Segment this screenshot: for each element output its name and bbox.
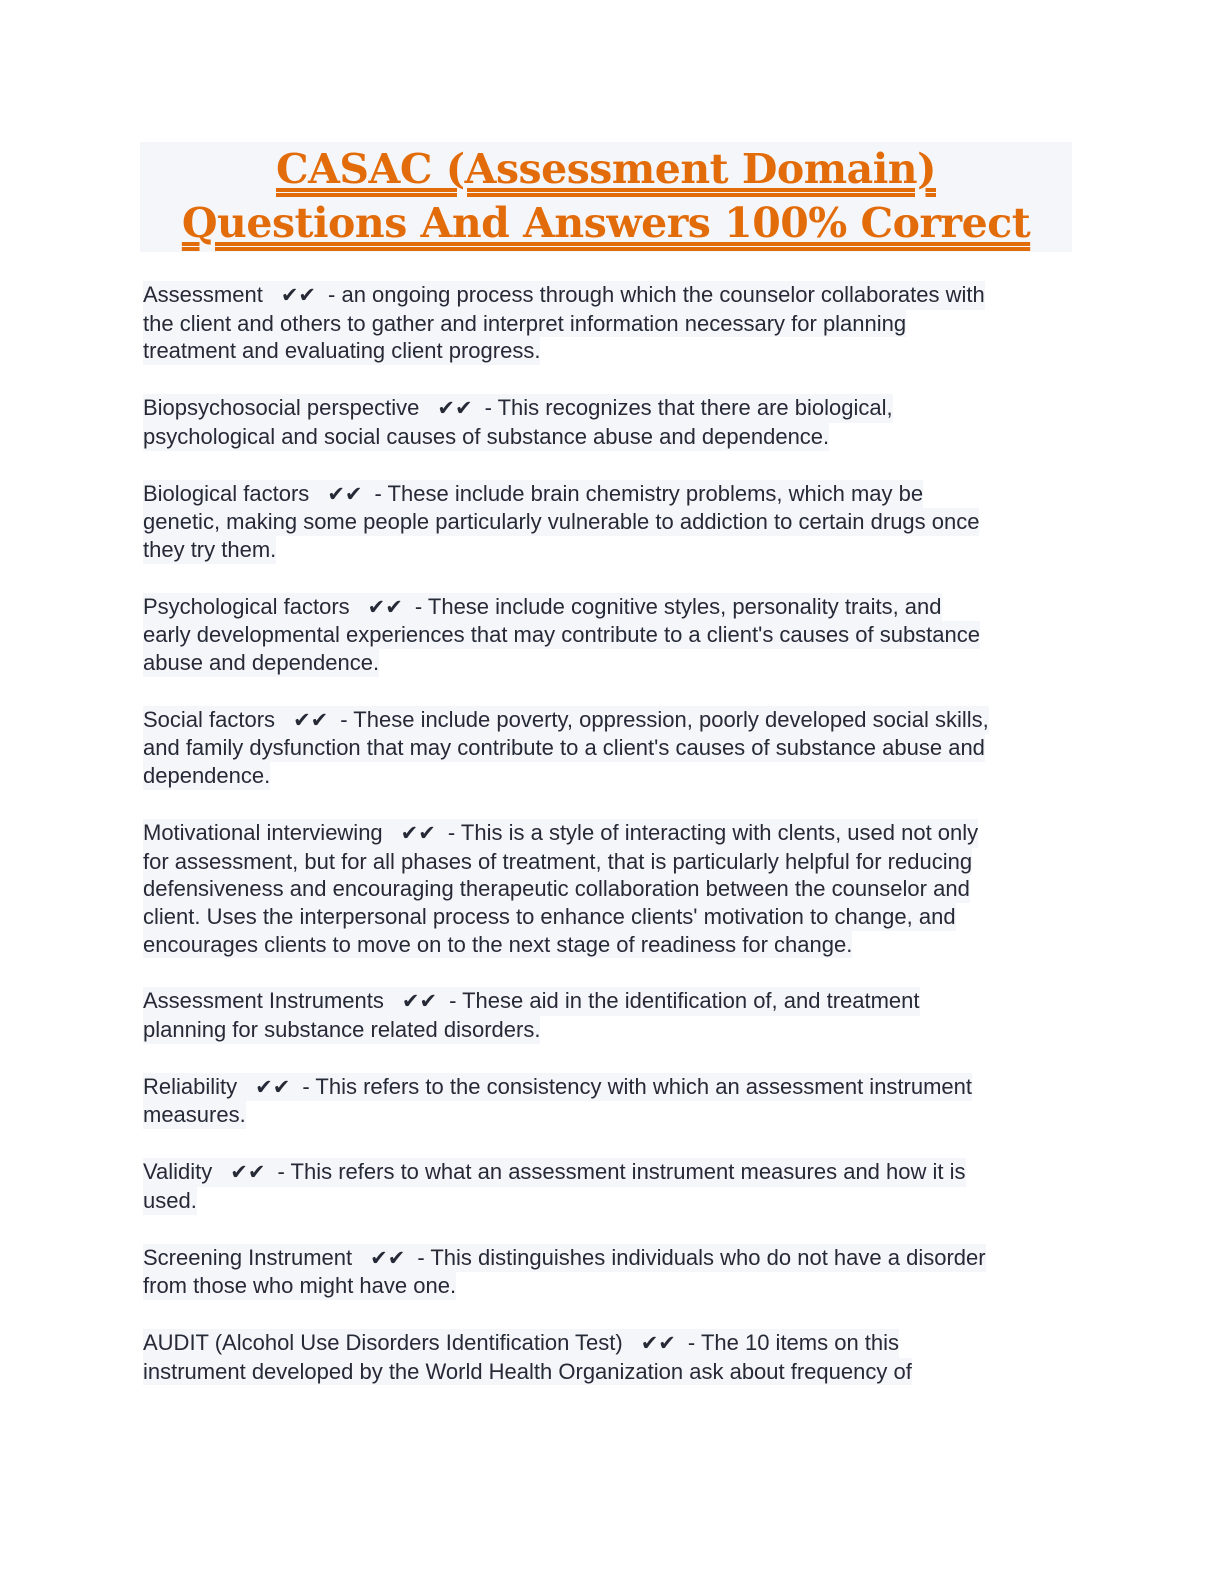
definition-line: for assessment, but for all phases of treatment, that is particularly helpful for reducing — [143, 848, 973, 874]
definition-line: treatment and evaluating client progress. — [143, 338, 541, 364]
definition-line: encourages clients to move on to the next stage of readiness for change. — [143, 931, 853, 957]
qa-entry — [143, 1158, 1083, 1214]
definition-line: dependence. — [143, 763, 271, 789]
definition-text: - These aid in the identification of, and treatment — [449, 988, 920, 1014]
definition-line: and family dysfunction that may contribute to a client's causes of substance abuse and — [143, 735, 985, 761]
double-check-icon: ✔✔ — [370, 1246, 406, 1270]
definition-text: - This recognizes that there are biological, — [484, 395, 893, 421]
definition-text: - This distinguishes individuals who do not have a disorder — [417, 1244, 986, 1270]
definition-line: they try them. — [143, 536, 277, 562]
double-check-icon: ✔✔ — [280, 284, 317, 307]
definition-text: - These include brain chemistry problems, which may be — [374, 480, 924, 506]
term: Assessment — [143, 282, 263, 307]
term: Assessment Instruments — [143, 988, 384, 1014]
entry-first-line — [143, 819, 978, 848]
definition-line: measures. — [143, 1102, 246, 1128]
entry-first-line — [143, 281, 985, 310]
term: Validity — [143, 1159, 213, 1185]
entry-first-line — [143, 706, 989, 735]
entry-first-line — [143, 480, 923, 509]
definition-line: client. Uses the interpersonal process to enhance clients' motivation to change, and — [143, 903, 956, 929]
double-check-icon: ✔✔ — [327, 482, 363, 506]
definition-line: the client and others to gather and interpret information necessary for planning — [143, 310, 907, 336]
definition-line: psychological and social causes of substance abuse and dependence. — [143, 423, 830, 449]
qa-entry — [143, 706, 1083, 790]
title-line-2: Questions And Answers 100% Correct — [181, 199, 1031, 247]
entry-first-line — [143, 987, 920, 1016]
entry-first-line — [143, 1073, 972, 1102]
double-check-icon: ✔✔ — [230, 1161, 266, 1185]
term: Motivational interviewing — [143, 819, 383, 845]
entry-first-line — [143, 1329, 899, 1358]
definition-text: - The 10 items on this — [687, 1329, 900, 1355]
definition-line: used. — [143, 1187, 197, 1213]
qa-entry — [143, 394, 1083, 450]
definition-line: defensiveness and encouraging therapeutic collaboration between the counselor and — [143, 876, 970, 902]
entry-first-line — [143, 1158, 966, 1187]
double-check-icon: ✔✔ — [400, 821, 436, 845]
definition-text: - This refers to the consistency with which an assessment instrument — [302, 1073, 973, 1099]
entry-first-line — [143, 1244, 986, 1273]
double-check-icon: ✔✔ — [401, 990, 438, 1014]
qa-list — [143, 281, 1083, 1414]
definition-text: - These include poverty, oppression, poorly developed social skills, — [340, 706, 989, 732]
definition-line: early developmental experiences that may contribute to a client's causes of substance — [143, 622, 980, 648]
double-check-icon: ✔✔ — [255, 1075, 291, 1099]
term: Biological factors — [143, 480, 310, 506]
double-check-icon: ✔✔ — [437, 397, 473, 421]
term: Reliability — [143, 1073, 238, 1099]
qa-entry — [143, 1329, 1083, 1385]
qa-entry — [143, 987, 1083, 1043]
term: Social factors — [143, 706, 276, 732]
term: Psychological factors — [143, 593, 350, 619]
definition-text: - These include cognitive styles, personality traits, and — [414, 593, 942, 619]
definition-text: - This refers to what an assessment instrument measures and how it is — [277, 1159, 966, 1185]
term: AUDIT (Alcohol Use Disorders Identification Test) — [143, 1329, 623, 1355]
term: Screening Instrument — [143, 1244, 353, 1270]
definition-text: - This is a style of interacting with clents, used not only — [447, 819, 979, 845]
double-check-icon: ✔✔ — [640, 1331, 676, 1355]
document-title — [140, 142, 1072, 252]
definition-line: abuse and dependence. — [143, 650, 380, 676]
term: Biopsychosocial perspective — [143, 395, 420, 421]
qa-entry — [143, 819, 1083, 959]
definition-line: planning for substance related disorders. — [143, 1017, 541, 1043]
title-line-1: CASAC (Assessment Domain) — [275, 145, 937, 193]
double-check-icon: ✔✔ — [293, 708, 329, 732]
definition-line: genetic, making some people particularly vulnerable to addiction to certain drugs once — [143, 509, 980, 535]
qa-entry — [143, 1073, 1083, 1129]
definition-line: from those who might have one. — [143, 1273, 457, 1299]
entry-first-line — [143, 593, 942, 622]
double-check-icon: ✔✔ — [367, 595, 403, 619]
qa-entry — [143, 1244, 1083, 1300]
qa-entry — [143, 480, 1083, 564]
definition-text: - an ongoing process through which the counselor collaborates with — [328, 282, 985, 307]
qa-entry — [143, 593, 1083, 677]
qa-entry — [143, 281, 1083, 365]
entry-first-line — [143, 394, 893, 423]
definition-line: instrument developed by the World Health Organization ask about frequency of — [143, 1358, 912, 1384]
